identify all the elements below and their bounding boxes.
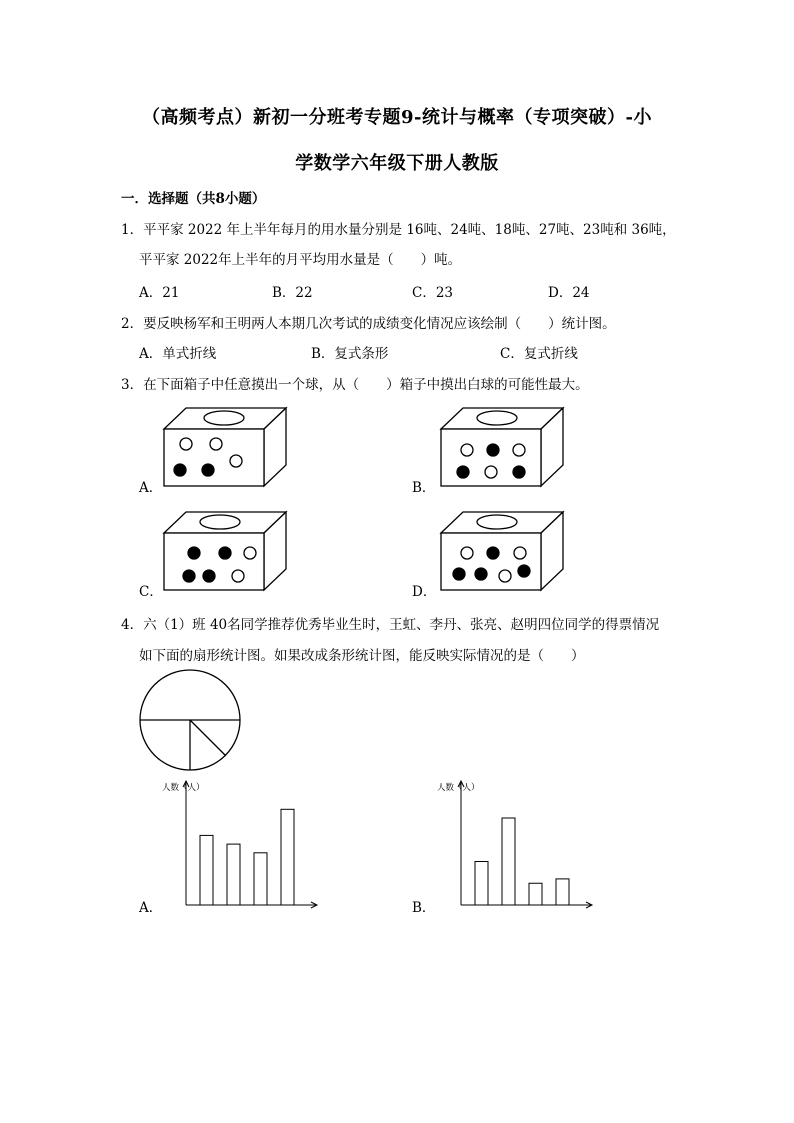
bars-b (475, 818, 569, 905)
ball-white (513, 444, 525, 456)
bar (254, 853, 267, 905)
q1-option-c[interactable]: C．23 (412, 285, 454, 301)
bar (227, 844, 240, 905)
ball-black (174, 464, 186, 476)
ball-black (457, 466, 469, 478)
bar (475, 862, 488, 906)
ball-white (232, 570, 244, 582)
ball-black (513, 466, 525, 478)
ball-black (219, 547, 231, 559)
q3-text: 3．在下面箱子中任意摸出一个球，从（ ）箱子中摸出白球的可能性最大。 (121, 377, 589, 393)
q1-option-d[interactable]: D．24 (548, 285, 590, 301)
bar (529, 883, 542, 905)
q1-option-a[interactable]: A．21 (139, 285, 180, 301)
ball-black (203, 570, 215, 582)
ball-black (453, 568, 465, 580)
ball-black (487, 444, 499, 456)
bar (502, 818, 515, 905)
ball-white (461, 547, 473, 559)
q4-option-b[interactable]: B． (412, 900, 436, 916)
ball-black (475, 568, 487, 580)
q4-pie-chart (138, 668, 242, 772)
ball-white (485, 466, 497, 478)
page-title-line1: （高频考点）新初一分班考专题9-统计与概率（专项突破）-小 (142, 107, 652, 128)
box-b-figure[interactable] (437, 404, 577, 490)
bar (200, 835, 213, 905)
q4-text-line1: 4．六（1）班 40名同学推荐优秀毕业生时，王虹、李丹、张亮、赵明四位同学的得票情况 (121, 617, 660, 633)
ball-white (230, 455, 242, 467)
ball-black (518, 565, 530, 577)
bar (281, 809, 294, 905)
box-a-figure[interactable] (160, 404, 300, 490)
axis-label: 人数（人） (437, 783, 480, 793)
ball-white (180, 438, 192, 450)
q3-option-d[interactable]: D． (412, 584, 437, 600)
q1-option-b[interactable]: B．22 (272, 285, 313, 301)
ball-white (499, 570, 511, 582)
q2-option-a[interactable]: A．单式折线 (139, 346, 217, 362)
axis-label: 人数（人） (162, 783, 205, 793)
ball-white (210, 438, 222, 450)
box-c-figure[interactable] (160, 508, 300, 594)
q2-option-c[interactable]: C．复式折线 (500, 346, 578, 362)
ball-black (188, 547, 200, 559)
ball-white (244, 547, 256, 559)
q2-option-b[interactable]: B．复式条形 (311, 346, 389, 362)
ball-black (202, 464, 214, 476)
q3-option-c[interactable]: C． (139, 584, 163, 600)
page-title-line2: 学数学六年级下册人教版 (295, 153, 499, 174)
q3-option-a[interactable]: A． (139, 480, 163, 496)
section-heading: 一．选择题（共8小题） (121, 191, 266, 207)
ball-white (514, 547, 526, 559)
box-d-figure[interactable] (437, 508, 577, 594)
q4-text-line2: 如下面的扇形统计图。如果改成条形统计图，能反映实际情况的是（ ） (139, 648, 585, 664)
pie-divider-diagonal (190, 720, 225, 755)
q4-bar-chart-a[interactable] (160, 772, 324, 912)
q1-text-line2: 平平家 2022年上半年的月平均用水量是（ ）吨。 (139, 252, 462, 268)
ball-black (487, 547, 499, 559)
q3-option-b[interactable]: B． (412, 480, 436, 496)
bar (556, 879, 569, 905)
q4-bar-chart-b[interactable] (435, 772, 599, 912)
q4-option-a[interactable]: A． (139, 900, 163, 916)
bars-a (200, 809, 294, 905)
q2-text: 2．要反映杨军和王明两人本期几次考试的成绩变化情况应该绘制（ ）统计图。 (121, 316, 616, 332)
ball-white (461, 444, 473, 456)
q1-text-line1: 1．平平家 2022 年上半年每月的用水量分别是 16吨、24吨、18吨、27吨、23吨和 36吨， (121, 222, 676, 238)
ball-black (183, 570, 195, 582)
